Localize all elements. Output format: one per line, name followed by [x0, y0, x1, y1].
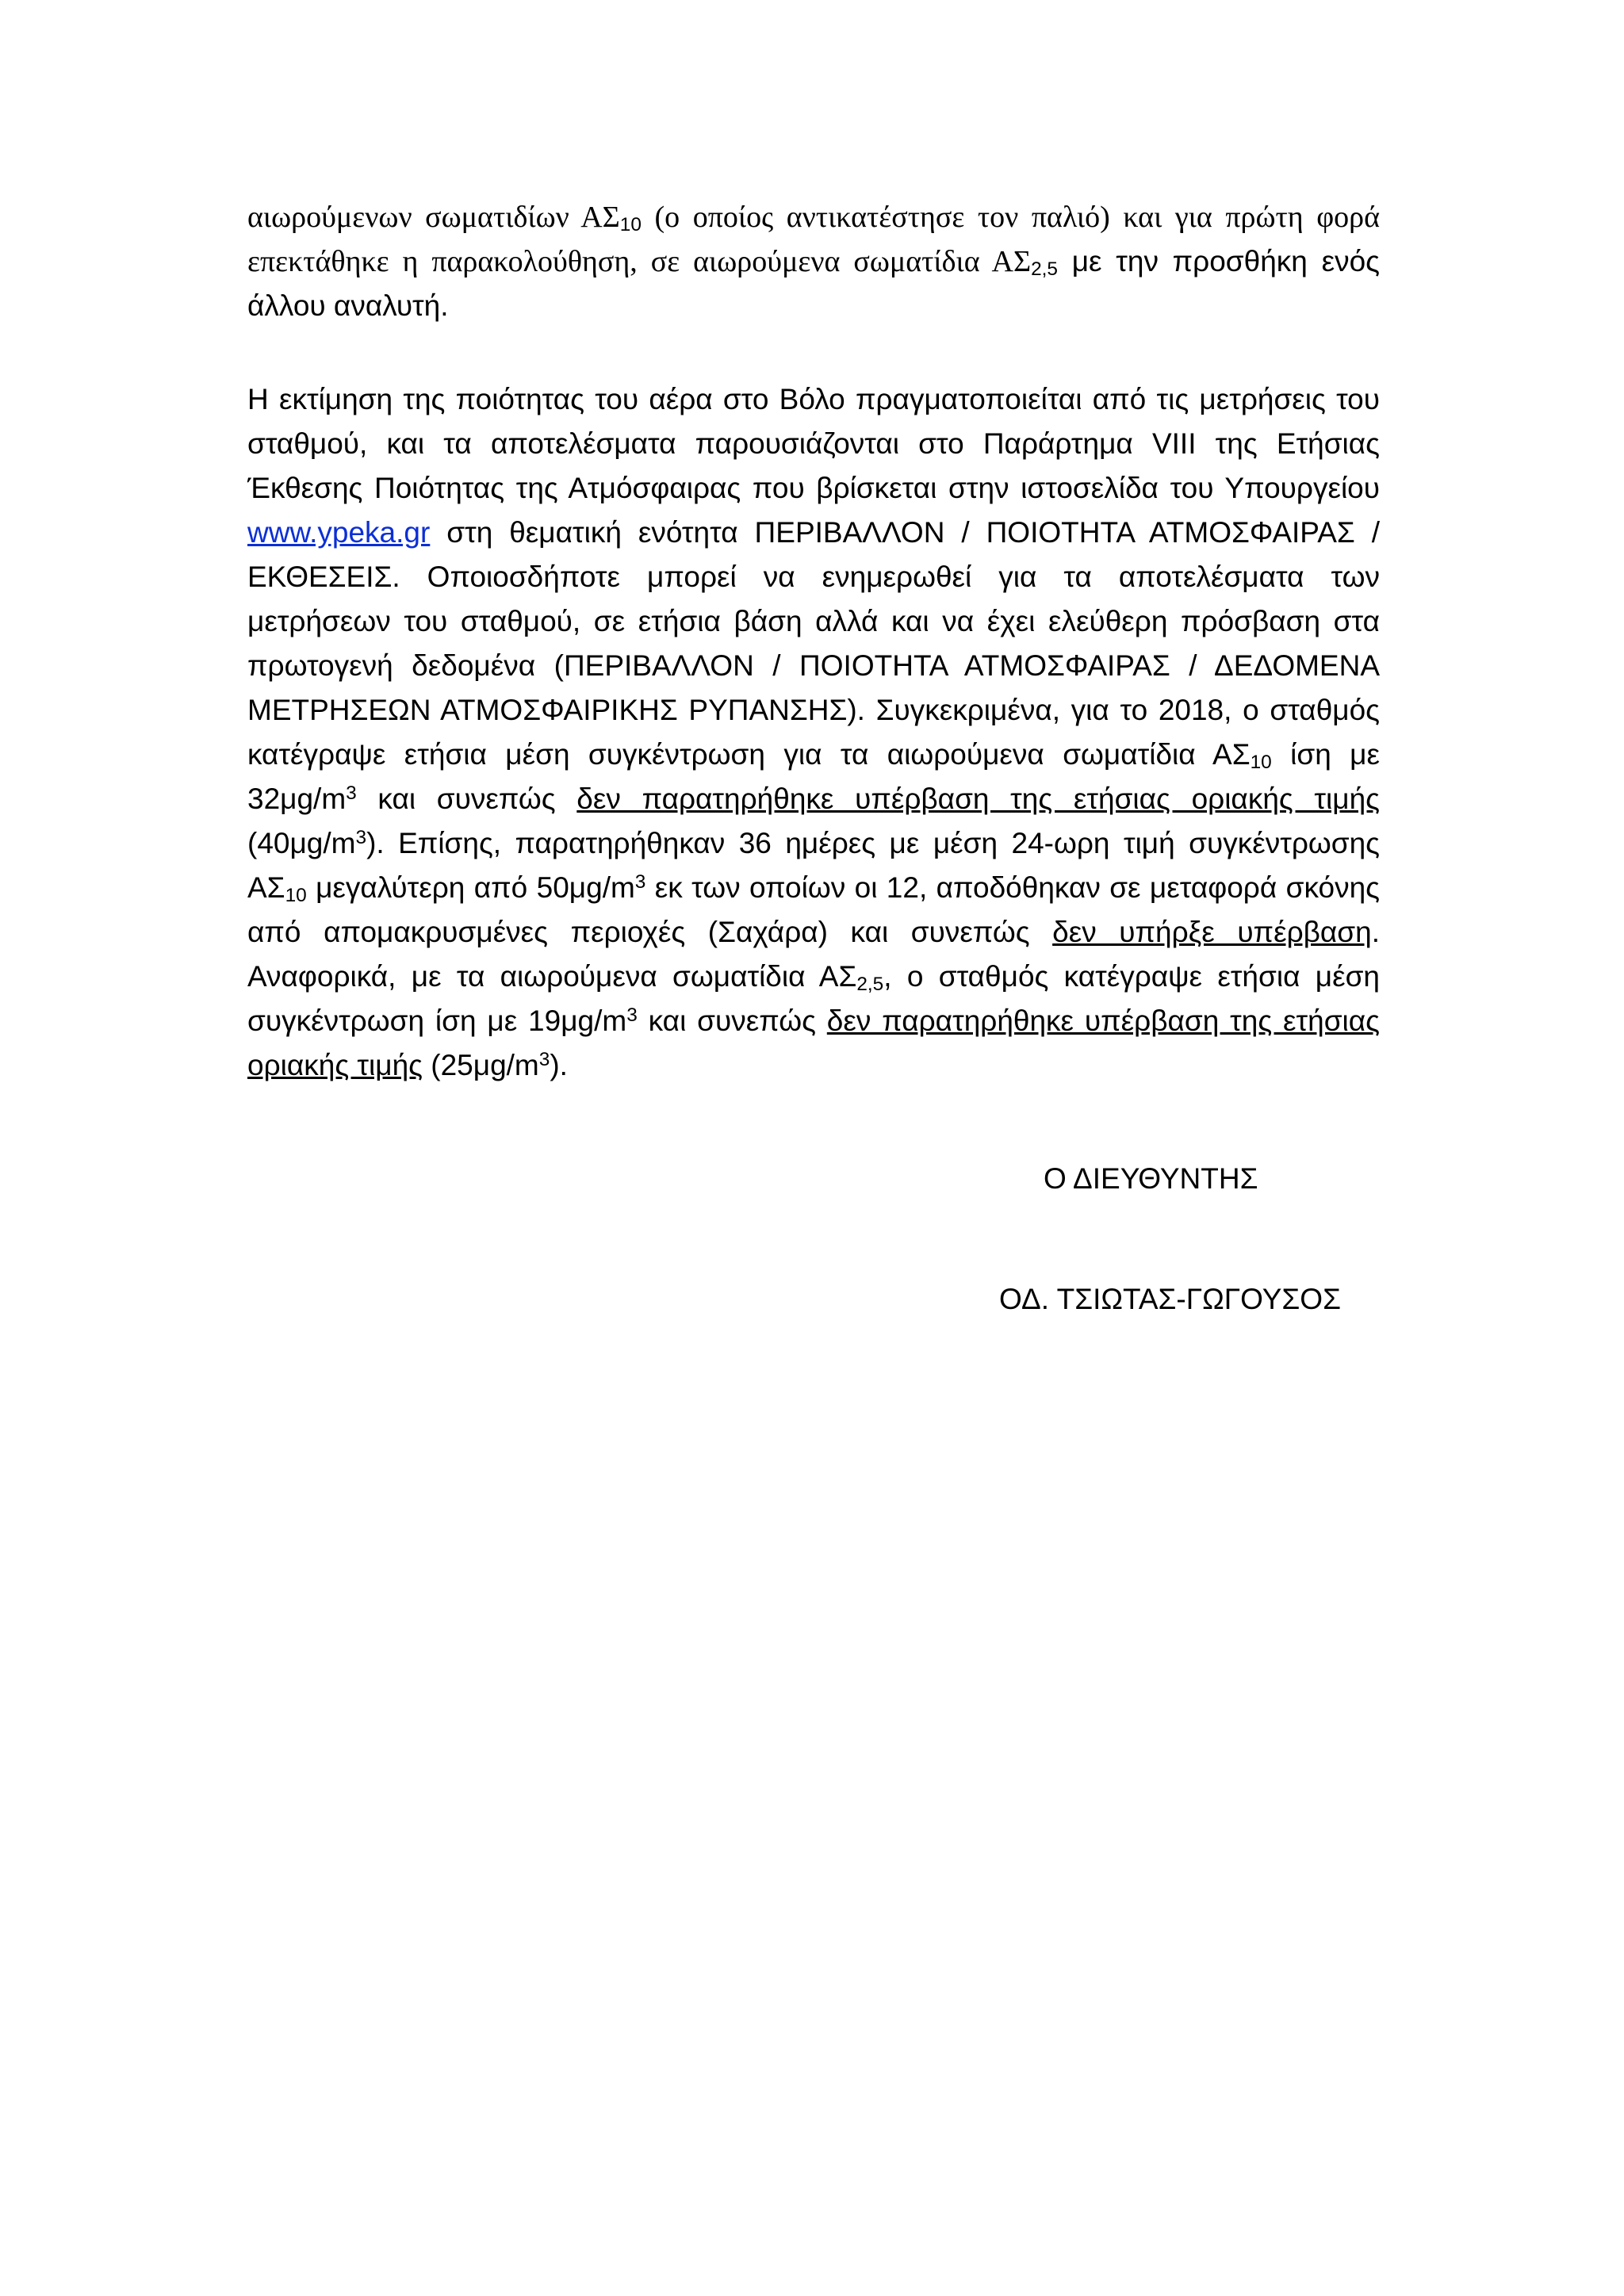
superscript: 3: [355, 826, 367, 848]
subscript: 2,5: [856, 973, 884, 995]
paragraph-air-quality-assessment: [247, 377, 1380, 1088]
text-run: Η εκτίμηση της ποιότητας του αέρα στο Βόλο πραγματοποιείται από τις μετρήσεις του σταθμού, και τα αποτελέσματα παρουσιάζονται στο Παράρτημα VIII της Ετήσιας Έκθεσης Ποιότητας της Ατμόσφαιρας που βρίσκεται στην ιστοσελίδα του Υπουργείου: [247, 383, 1380, 504]
text-run: μεγαλύτερη από 50μg/m: [306, 871, 635, 904]
ypeka-link[interactable]: www.ypeka.gr: [247, 516, 431, 549]
superscript: 3: [634, 871, 646, 893]
text-run: (40μg/m: [247, 827, 356, 859]
text-run: με την προσθήκη ενός άλλου αναλυτή.: [247, 245, 1380, 322]
text-run: εκ των οποίων οι 12, αποδόθηκαν σε μεταφορά σκόνης από απομακρυσμένες περιοχές (Σαχάρα) και συνεπώς: [247, 871, 1380, 948]
text-run: (25μg/m: [423, 1049, 539, 1081]
subscript: 2,5: [1031, 258, 1059, 280]
superscript: 3: [626, 1004, 638, 1026]
text-run: ίση με 32μg/m: [247, 738, 1380, 815]
signature-title: Ο ΔΙΕΥΘΥΝΤΗΣ: [1044, 1162, 1258, 1195]
text-run: . Αναφορικά, με τα αιωρούμενα σωματίδια ΑΣ: [247, 916, 1380, 993]
text-run: ).: [550, 1049, 568, 1081]
text-run: αιωρούμενων σωματιδίων ΑΣ: [247, 201, 620, 234]
subscript: 10: [285, 884, 307, 906]
superscript: 3: [538, 1048, 550, 1070]
text-run: στη θεματική ενότητα ΠΕΡΙΒΑΛΛΟΝ / ΠΟΙΟΤΗΤΑ ΑΤΜΟΣΦΑΙΡΑΣ / ΕΚΘΕΣΕΙΣ. Οποιοσδήποτε μπορεί να ενημερωθεί για τα αποτελέσματα των μετρήσεων του σταθμού, σε ετήσια βάση αλλά και να έχει ελεύθερη πρόσβαση στα πρωτογενή δεδομένα (ΠΕΡΙΒΑΛΛΟΝ / ΠΟΙΟΤΗΤΑ ΑΤΜΟΣΦΑΙΡΑΣ / ΔΕΔΟΜΕΝΑ ΜΕΤΡΗΣΕΩΝ ΑΤΜΟΣΦΑΙΡΙΚΗΣ ΡΥΠΑΝΣΗΣ). Συγκεκριμένα, για το 2018, ο σταθμός κατέγραψε ετήσια μέση συγκέντρωση για τα αιωρούμενα σωματίδια ΑΣ: [247, 516, 1380, 771]
underlined-text: δεν παρατηρήθηκε υπέρβαση της ετήσιας οριακής τιμής: [247, 1004, 1380, 1081]
underlined-text: δεν υπήρξε υπέρβαση: [1052, 916, 1372, 948]
text-run: και συνεπώς: [356, 783, 577, 815]
signature-name: ΟΔ. ΤΣΙΩΤΑΣ-ΓΩΓΟΥΣΟΣ: [999, 1283, 1341, 1315]
superscript: 3: [346, 782, 357, 804]
text-run: και συνεπώς: [637, 1004, 827, 1037]
subscript: 10: [1250, 751, 1272, 773]
paragraph-measurement-intro: [247, 195, 1380, 328]
text-run: , ο σταθμός κατέγραψε ετήσια μέση συγκέντρωση ίση με 19μg/m: [247, 960, 1380, 1037]
subscript: 10: [619, 213, 642, 235]
document-body: [247, 195, 1380, 1088]
text-run: ). Επίσης, παρατηρήθηκαν 36 ημέρες με μέση 24-ωρη τιμή συγκέντρωσης ΑΣ: [247, 827, 1380, 904]
underlined-text: δεν παρατηρήθηκε υπέρβαση της ετήσιας οριακής τιμής: [576, 783, 1380, 815]
text-run: (ο οποίος αντικατέστησε τον παλιό) και για πρώτη φορά επεκτάθηκε η παρακολούθηση, σε αιωρούμενα σωματίδια ΑΣ: [247, 201, 1380, 278]
